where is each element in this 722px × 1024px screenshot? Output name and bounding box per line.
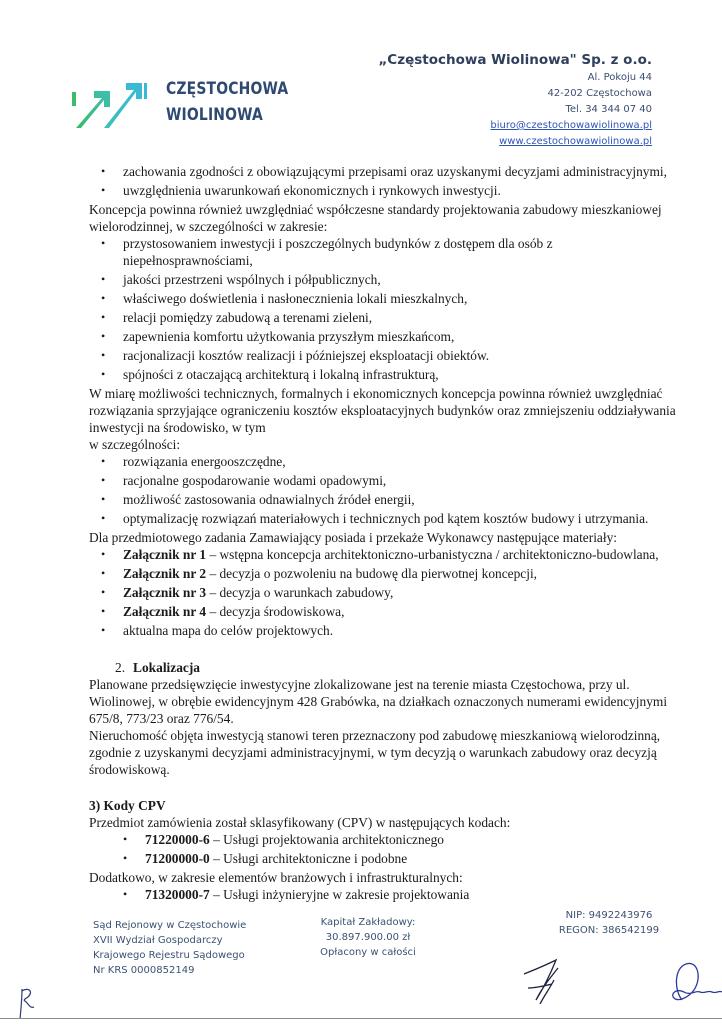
list-item: • jakości przestrzeni wspólnych i półpublicznych, <box>123 271 679 288</box>
footer-line: 30.897.900.00 zł <box>325 932 411 943</box>
footer-line: Kapitał Zakładowy: <box>320 917 416 928</box>
logo-line-1: CZĘSTOCHOWA <box>166 79 289 99</box>
environment-list <box>89 453 679 527</box>
list-item: • racjonalne gospodarowanie wodami opadowymi, <box>123 472 679 489</box>
cpv-intro: Przedmiot zamówienia został sklasyfikowany (CPV) w następujących kodach: <box>89 815 511 830</box>
footer-line: REGON: 386542199 <box>558 925 660 936</box>
logo-arrows-icon <box>72 76 156 132</box>
footer-court-info <box>93 918 246 978</box>
attachment-label: Załącznik nr 1 <box>123 547 207 562</box>
company-address-city: 42-202 Częstochowa <box>547 88 652 99</box>
footer-capital-info <box>318 915 418 960</box>
list-item: • spójności z otaczającą architekturą i lokalną infrastrukturą, <box>123 366 679 383</box>
footer-line: Krajowego Rejestru Sądowego <box>93 950 245 961</box>
paragraph-environment: W miarę możliwości technicznych, formalnych i ekonomicznych koncepcja powinna również uwzględniać rozwiązania sprzyjające ograniczeniu kosztów eksploatacyjnych budynków oraz zmniejszeniu oddziaływania inwestycji na środowisko, w tym <box>89 386 676 435</box>
cpv-code: 71220000-6 <box>145 832 210 847</box>
cpv-desc: – Usługi inżynieryjne w zakresie projektowania <box>209 887 470 902</box>
footer-tax-ids <box>534 908 684 938</box>
company-name: „Częstochowa Wiolinowa" Sp. z o.o. <box>378 52 652 68</box>
attachment-desc: – wstępna koncepcja architektoniczno-urbanistyczna / architektoniczno-budowlana, <box>206 547 659 562</box>
location-paragraph-2: Nieruchomość objęta inwestycją stanowi teren przeznaczony pod zabudowę mieszkaniową wielorodzinną, zgodnie z uzyskanymi decyzjami administracyjnymi, w tym decyzją o warunkach zabudowy oraz decyzją środowiskową. <box>89 728 661 777</box>
standards-list <box>89 235 679 383</box>
attachment-label: Załącznik nr 4 <box>123 604 207 619</box>
attachment-desc: – decyzja o warunkach zabudowy, <box>206 585 394 600</box>
company-contact-block <box>378 50 652 150</box>
cpv-desc: – Usługi projektowania architektonicznego <box>209 832 444 847</box>
paragraph-standards: Koncepcja powinna również uwzględniać współczesne standardy projektowania zabudowy mieszkaniowej wielorodzinnej, w szczególności w zakresie: <box>89 202 662 234</box>
attachment-item <box>123 584 679 601</box>
signature-center <box>522 958 572 1008</box>
attachment-desc: – decyzja środowiskowa, <box>206 604 345 619</box>
cpv-code: 71200000-0 <box>145 851 210 866</box>
attachment-label: Załącznik nr 3 <box>123 585 207 600</box>
attachment-desc: aktualna mapa do celów projektowych. <box>123 623 334 638</box>
attachment-label: Załącznik nr 2 <box>123 566 207 581</box>
section-2-heading <box>115 659 679 676</box>
footer-line: NIP: 9492243976 <box>565 910 653 921</box>
section-number: 2. <box>115 660 126 675</box>
footer-line: Nr KRS 0000852149 <box>93 965 195 976</box>
location-paragraph-1: Planowane przedsięwzięcie inwestycyjne zlokalizowane jest na terenie miasta Częstochowa, przy ul. Wiolinowej, w obrębie ewidencyjnym 428 Grabówka, na działkach oznaczonych numerami ewidencyjnymi 675/8, 773/23 oraz 776/54. <box>89 677 668 726</box>
logo-line-2: WIOLINOWA <box>166 105 264 125</box>
list-item: • właściwego doświetlenia i nasłonecznienia lokali mieszkalnych, <box>123 290 679 307</box>
attachments-list <box>89 546 679 639</box>
attachment-item <box>123 603 679 620</box>
section-title: Lokalizacja <box>133 660 200 675</box>
list-item: • rozwiązania energooszczędne, <box>123 453 679 470</box>
footer-line: Opłacony w całości <box>320 947 416 958</box>
list-item: • zachowania zgodności z obowiązującymi przepisami oraz uzyskanymi decyzjami administracyjnymi, <box>123 163 679 180</box>
section-3-heading: 3) Kody CPV <box>89 798 166 813</box>
list-item: • optymalizację rozwiązań materiałowych i technicznych pod kątem kosztów budowy i utrzymania. <box>123 510 679 527</box>
list-item: • relacji pomiędzy zabudową a terenami zieleni, <box>123 309 679 326</box>
cpv-code: 71320000-7 <box>145 887 210 902</box>
cpv-additional-list <box>89 886 679 903</box>
company-phone: Tel. 34 344 07 40 <box>565 104 652 115</box>
cpv-item <box>145 886 679 903</box>
cpv-codes-list <box>89 831 679 867</box>
initial-signature-left <box>16 985 40 1021</box>
footer-line: Sąd Rejonowy w Częstochowie <box>93 920 247 931</box>
footer-line: XVII Wydział Gospodarczy <box>93 935 223 946</box>
cpv-item <box>145 850 679 867</box>
list-item: • możliwość zastosowania odnawialnych źródeł energii, <box>123 491 679 508</box>
cpv-additional-intro: Dodatkowo, w zakresie elementów branżowych i infrastrukturalnych: <box>89 870 463 885</box>
paragraph-materials: Dla przedmiotowego zadania Zamawiający posiada i przekaże Wykonawcy następujące materiały: <box>89 530 618 545</box>
paragraph-in-particular: w szczególności: <box>89 437 181 452</box>
attachment-item <box>123 546 679 563</box>
list-item: • przystosowaniem inwestycji i poszczególnych budynków z dostępem dla osób z niepełnosprawnościami, <box>123 235 679 269</box>
attachment-item <box>123 622 679 639</box>
attachment-item <box>123 565 679 582</box>
signature-right <box>664 960 722 1006</box>
list-item: • uwzględnienia uwarunkowań ekonomicznych i rynkowych inwestycji. <box>123 182 679 199</box>
compliance-list <box>89 163 679 199</box>
list-item: • zapewnienia komfortu użytkowania przyszłym mieszkańcom, <box>123 328 679 345</box>
cpv-desc: – Usługi architektoniczne i podobne <box>209 851 408 866</box>
company-website-link[interactable]: www.czestochowawiolinowa.pl <box>499 136 652 147</box>
page-bottom-edge <box>0 1018 722 1019</box>
document-body <box>89 163 679 905</box>
company-email-link[interactable]: biuro@czestochowawiolinowa.pl <box>490 120 652 131</box>
list-item: • racjonalizacji kosztów realizacji i późniejszej eksploatacji obiektów. <box>123 347 679 364</box>
company-logo <box>72 76 289 136</box>
company-address-street: Al. Pokoju 44 <box>587 72 652 83</box>
attachment-desc: – decyzja o pozwoleniu na budowę dla pierwotnej koncepcji, <box>206 566 538 581</box>
cpv-item <box>145 831 679 848</box>
